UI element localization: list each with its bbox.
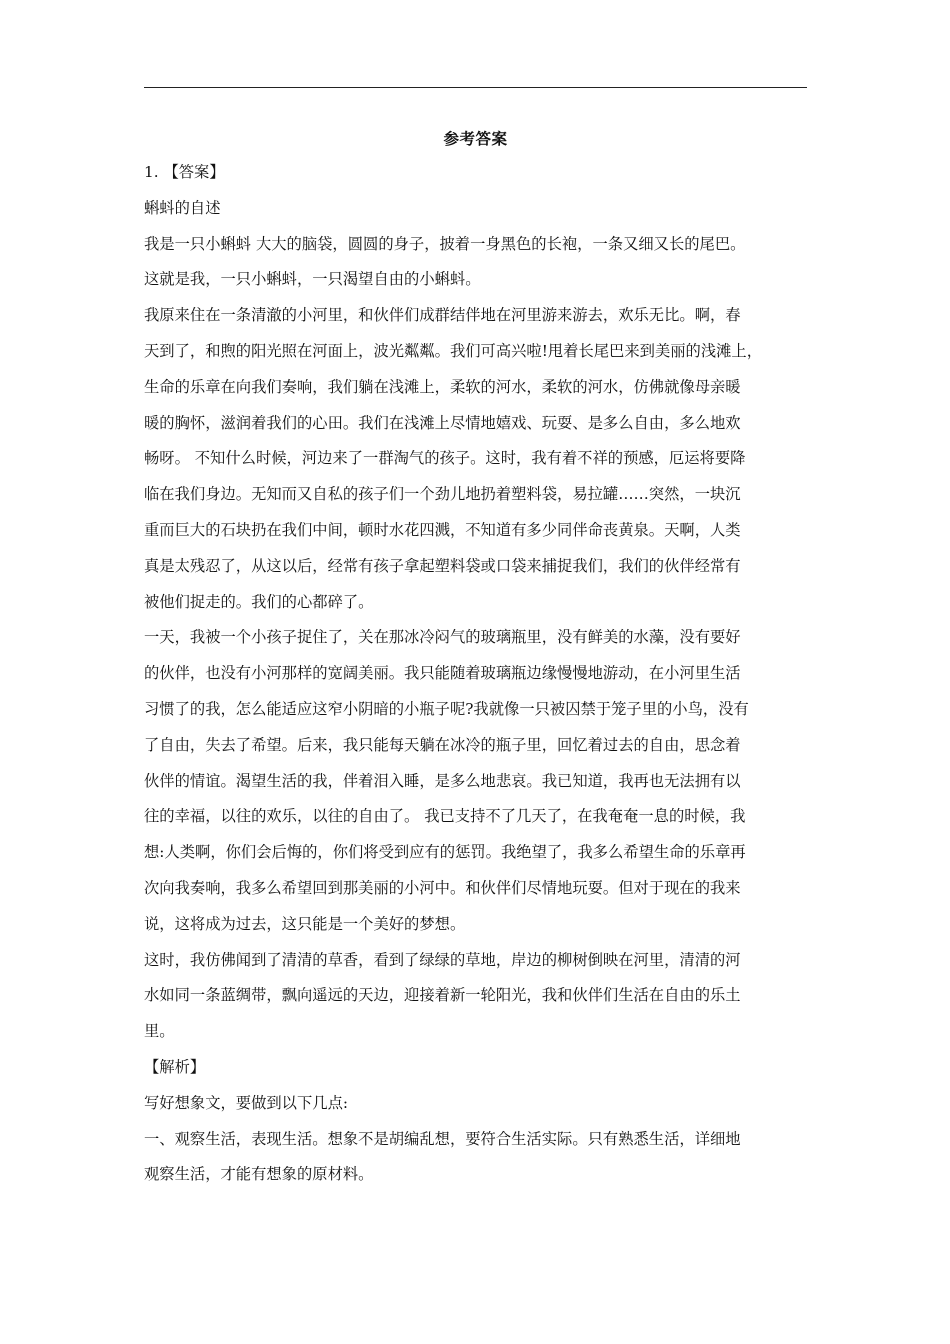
text-line: 我原来住在一条清澈的小河里，和伙伴们成群结伴地在河里游来游去，欢乐无比。啊，春 [144, 306, 741, 325]
text-line: 生命的乐章在向我们奏响，我们躺在浅滩上，柔软的河水，柔软的河水，仿佛就像母亲暖 [144, 377, 741, 396]
analysis-label: 【解析】 [144, 1057, 206, 1076]
answer-label: 1. 【答案】 [144, 163, 225, 181]
text-line: 畅呀。 不知什么时候，河边来了一群淘气的孩子。这时，我有着不祥的预感，厄运将要降 [144, 449, 746, 468]
essay-title: 蝌蚪的自述 [144, 198, 221, 217]
text-line: 我是一只小蝌蚪 大大的脑袋，圆圆的身子，披着一身黑色的长袍，一条又细又长的尾巴。 [144, 234, 746, 253]
text-line: 临在我们身边。无知而又自私的孩子们一个劲儿地扔着塑料袋，易拉罐……突然，一块沉 [144, 485, 741, 504]
header-rule [144, 87, 807, 88]
text-line: 次向我奏响，我多么希望回到那美丽的小河中。和伙伴们尽情地玩耍。但对于现在的我来 [144, 878, 741, 897]
text-line: 重而巨大的石块扔在我们中间，顿时水花四溅，不知道有多少同伴命丧黄泉。天啊，人类 [144, 520, 741, 539]
page-title: 参考答案 [443, 129, 508, 148]
text-line: 这时，我仿佛闻到了清清的草香，看到了绿绿的草地，岸边的柳树倒映在河里，清清的河 [144, 950, 741, 969]
text-line: 说，这将成为过去，这只能是一个美好的梦想。 [144, 914, 466, 933]
text-line: 真是太残忍了，从这以后，经常有孩子拿起塑料袋或口袋来捕捉我们，我们的伙伴经常有 [144, 556, 741, 575]
document-body [144, 155, 807, 1193]
text-line: 观察生活，才能有想象的原材料。 [144, 1165, 374, 1184]
text-line: 习惯了的我，怎么能适应这窄小阴暗的小瓶子呢?我就像一只被囚禁于笼子里的小鸟，没有 [144, 699, 749, 718]
text-line: 里。 [144, 1022, 175, 1041]
text-line: 想:人类啊，你们会后悔的，你们将受到应有的惩罚。我绝望了，我多么希望生命的乐章再 [144, 843, 746, 862]
text-line: 被他们捉走的。我们的心都碎了。 [144, 592, 374, 611]
text-line: 水如同一条蓝绸带，飘向遥远的天边，迎接着新一轮阳光，我和伙伴们生活在自由的乐土 [144, 986, 741, 1005]
text-line: 的伙伴，也没有小河那样的宽阔美丽。我只能随着玻璃瓶边缘慢慢地游动，在小河里生活 [144, 664, 741, 683]
text-line: 这就是我，一只小蝌蚪，一只渴望自由的小蝌蚪。 [144, 270, 481, 289]
text-line: 一、观察生活，表现生活。想象不是胡编乱想，要符合生活实际。只有熟悉生活，详细地 [144, 1129, 741, 1148]
text-line: 写好想象文，要做到以下几点: [144, 1093, 349, 1112]
text-line: 往的幸福，以往的欢乐，以往的自由了。 我已支持不了几天了，在我奄奄一息的时候，我 [144, 807, 746, 826]
text-line: 了自由，失去了希望。后来，我只能每天躺在冰冷的瓶子里，回忆着过去的自由，思念着 [144, 735, 741, 754]
text-line: 天到了，和煦的阳光照在河面上，波光粼粼。我们可高兴啦!甩着长尾巴来到美丽的浅滩上， [144, 341, 763, 360]
text-line: 一天，我被一个小孩子捉住了，关在那冰冷闷气的玻璃瓶里，没有鲜美的水藻，没有要好 [144, 628, 741, 647]
text-line: 暖的胸怀，滋润着我们的心田。我们在浅滩上尽情地嬉戏、玩耍、是多么自由，多么地欢 [144, 413, 741, 432]
text-line: 伙伴的情谊。渴望生活的我，伴着泪入睡，是多么地悲哀。我已知道，我再也无法拥有以 [144, 771, 741, 790]
